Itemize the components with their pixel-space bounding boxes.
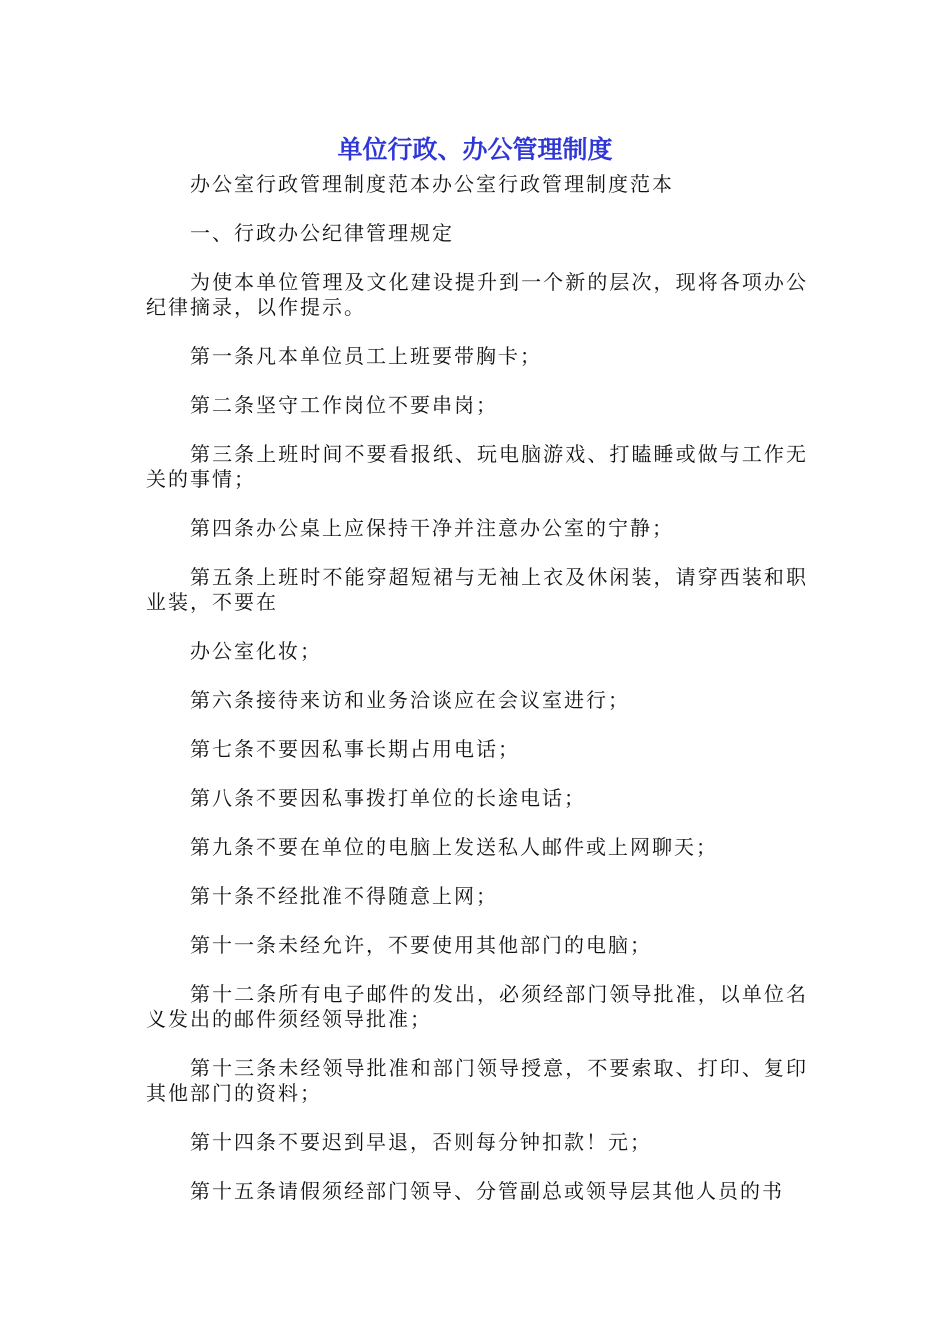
article-8: 第八条不要因私事拨打单位的长途电话； bbox=[190, 786, 586, 810]
section-heading: 一、行政办公纪律管理规定 bbox=[190, 221, 454, 245]
article-15: 第十五条请假须经部门领导、分管副总或领导层其他人员的书 bbox=[190, 1179, 784, 1203]
article-7: 第七条不要因私事长期占用电话； bbox=[190, 737, 520, 761]
article-1: 第一条凡本单位员工上班要带胸卡； bbox=[190, 344, 542, 368]
article-9: 第九条不要在单位的电脑上发送私人邮件或上网聊天； bbox=[190, 835, 718, 859]
article-4: 第四条办公桌上应保持干净并注意办公室的宁静； bbox=[190, 516, 674, 540]
article-11: 第十一条未经允许，不要使用其他部门的电脑； bbox=[190, 933, 652, 957]
article-3: 第三条上班时间不要看报纸、玩电脑游戏、打瞌睡或做与工作无关的事情； bbox=[146, 442, 808, 491]
article-13: 第十三条未经领导批准和部门领导授意，不要索取、打印、复印其他部门的资料； bbox=[146, 1056, 808, 1105]
article-6: 第六条接待来访和业务洽谈应在会议室进行； bbox=[190, 688, 630, 712]
document-body bbox=[146, 172, 808, 1228]
article-5: 第五条上班时不能穿超短裙与无袖上衣及休闲装，请穿西装和职业装，不要在 bbox=[146, 565, 808, 614]
article-2: 第二条坚守工作岗位不要串岗； bbox=[190, 393, 498, 417]
document-title: 单位行政、办公管理制度 bbox=[337, 135, 613, 164]
article-14: 第十四条不要迟到早退，否则每分钟扣款！元； bbox=[190, 1130, 652, 1154]
article-5-continued: 办公室化妆； bbox=[190, 639, 322, 663]
paragraph-preamble: 为使本单位管理及文化建设提升到一个新的层次，现将各项办公纪律摘录，以作提示。 bbox=[146, 270, 808, 319]
paragraph-intro-line: 办公室行政管理制度范本办公室行政管理制度范本 bbox=[190, 172, 674, 196]
article-12: 第十二条所有电子邮件的发出，必须经部门领导批准，以单位名义发出的邮件须经领导批准； bbox=[146, 982, 808, 1031]
article-10: 第十条不经批准不得随意上网； bbox=[190, 884, 498, 908]
